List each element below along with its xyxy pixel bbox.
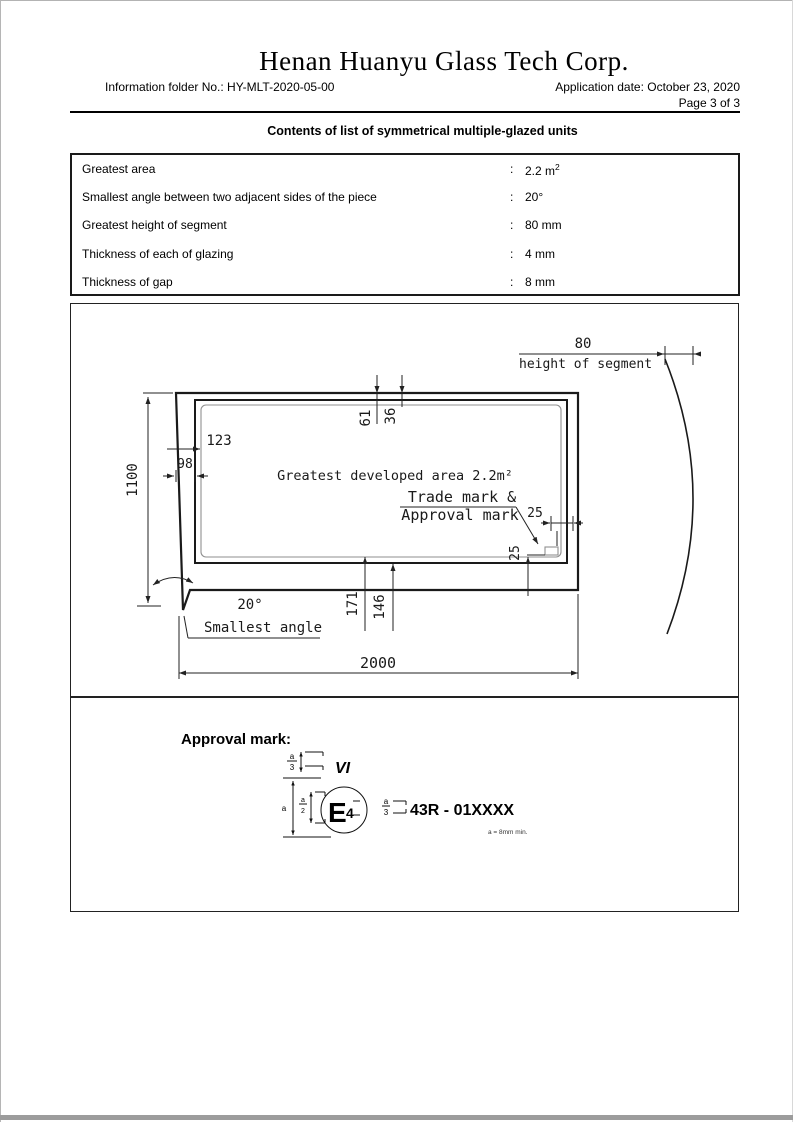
row-value: 8 mm: [525, 275, 555, 289]
e-mark-size-note: a = 8mm min.: [488, 829, 528, 836]
header-rule: [70, 111, 740, 113]
row-label: Thickness of each of glazing: [82, 247, 234, 261]
page-edge-bottom: [0, 1115, 793, 1120]
approval-number: 43R - 01XXXX: [410, 802, 515, 819]
section-title: Contents of list of symmetrical multiple-glazed units: [267, 124, 578, 138]
dim-61-label: 61: [358, 409, 374, 427]
row-separator: :: [510, 275, 514, 289]
frac-3-denominator: 3: [289, 763, 295, 772]
smallest-angle-label: Smallest angle: [204, 620, 323, 636]
row-value: [525, 162, 560, 178]
company-title: Henan Huanyu Glass Tech Corp.: [259, 46, 629, 76]
table-row: [72, 190, 738, 214]
dim-80-label: 80: [574, 336, 592, 352]
dim-36-label: 36: [383, 407, 399, 425]
row-label: Smallest angle between two adjacent sides of the piece: [82, 190, 377, 204]
roman-class-code: VI: [335, 760, 351, 777]
frac-a-numerator: a: [301, 797, 305, 804]
table-row: [72, 218, 738, 242]
angle-value-label: 20°: [237, 597, 263, 613]
frac-a-numerator: a: [383, 797, 389, 806]
spec-table: [70, 153, 740, 296]
row-value-superscript: 2: [555, 162, 560, 172]
dim-98-label: 98: [177, 457, 193, 472]
technical-drawing: [71, 304, 738, 696]
row-value: 80 mm: [525, 218, 562, 232]
table-row: [72, 247, 738, 271]
e-mark-diagram: [274, 743, 524, 853]
dim-inset-bottom: [345, 557, 393, 631]
trade-mark-label-line2: Approval mark: [401, 506, 519, 524]
page-edge-top: [0, 0, 793, 1]
dim-171-label: 171: [345, 591, 361, 617]
segment-arc: [665, 359, 693, 634]
frac-2-denominator: 2: [301, 808, 305, 815]
row-label: Greatest area: [82, 162, 156, 176]
info-folder-number: Information folder No.: HY-MLT-2020-05-00: [105, 80, 335, 94]
dim-2000-label: 2000: [359, 654, 397, 672]
e-mark-letter: E: [328, 797, 347, 828]
segment-height-label: height of segment: [519, 357, 653, 372]
smallest-angle-callout: [153, 577, 322, 638]
dim-a-label: a: [281, 804, 287, 813]
page-indicator: Page 3 of 3: [678, 96, 740, 110]
row-separator: :: [510, 247, 514, 261]
row-separator: :: [510, 190, 514, 204]
dim-a-third-top: [287, 752, 323, 772]
frac-3-denominator: 3: [383, 808, 389, 817]
row-label: Thickness of gap: [82, 275, 173, 289]
dim-25v-label: 25: [508, 545, 523, 561]
dim-123-label: 123: [206, 433, 232, 449]
glass-piece-outline: [176, 393, 578, 610]
trade-mark-label-line1: Trade mark &: [407, 488, 517, 506]
application-date: Application date: October 23, 2020: [555, 80, 740, 94]
row-separator: :: [510, 162, 514, 176]
row-value-text: 2.2 m: [525, 164, 556, 178]
row-value: 20°: [525, 190, 544, 204]
drawing-panel: [70, 303, 739, 697]
row-label: Greatest height of segment: [82, 218, 227, 232]
dim-height-1100: [125, 393, 173, 606]
approval-heading: Approval mark:: [181, 731, 292, 748]
frac-a-numerator: a: [289, 752, 295, 761]
e-mark-number: 4: [346, 805, 354, 821]
table-row: [72, 275, 738, 299]
approval-panel: [70, 697, 739, 912]
trade-mark-callout: [400, 488, 538, 544]
dim-25h-label: 25: [527, 506, 543, 521]
dim-1100-label: 1100: [125, 463, 141, 497]
dim-a-left: [282, 778, 331, 837]
row-separator: :: [510, 218, 514, 232]
row-value: 4 mm: [525, 247, 555, 261]
dim-a-third-right: [382, 797, 406, 817]
developed-area-label: Greatest developed area 2.2m²: [277, 468, 513, 484]
table-row: [72, 162, 738, 186]
dim-146-label: 146: [372, 594, 388, 620]
page-edge-left: [0, 0, 1, 1122]
trade-mark-location: [545, 547, 558, 555]
